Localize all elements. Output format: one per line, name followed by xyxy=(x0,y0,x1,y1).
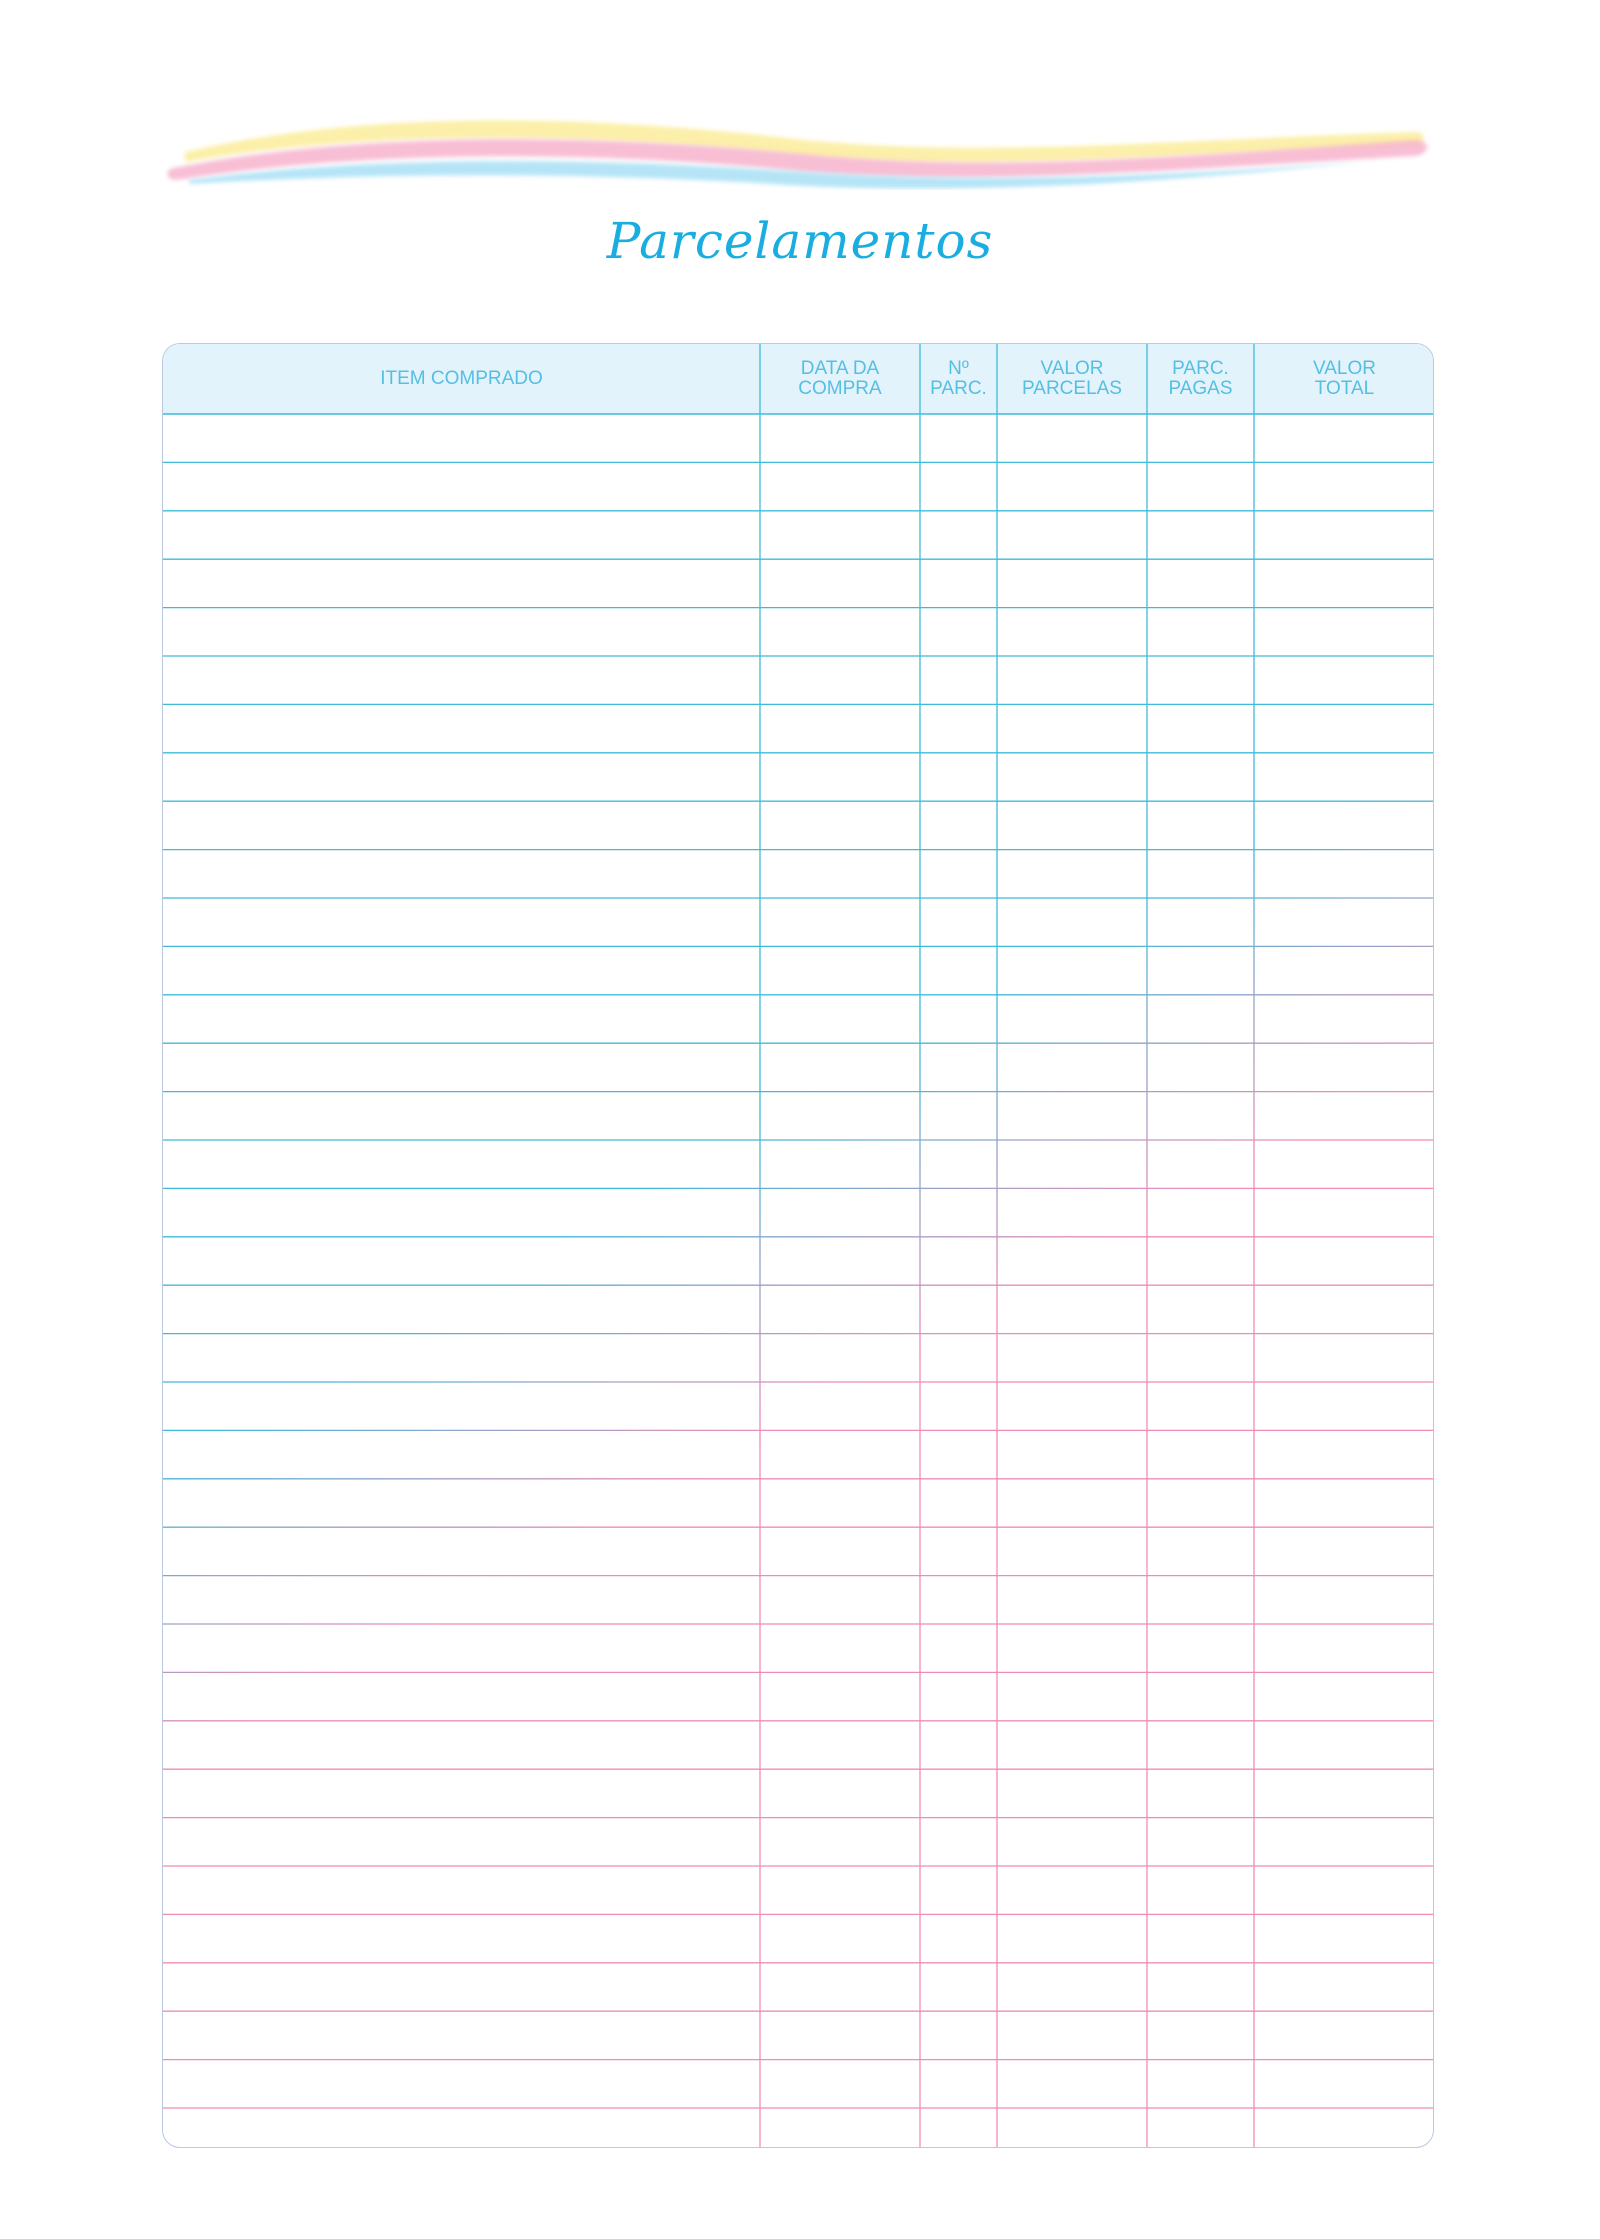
header-item-comprado: ITEM COMPRADO xyxy=(380,368,543,389)
header-data-da-compra: DATA DA COMPRA xyxy=(798,358,882,399)
header-numero-parcelas: Nº PARC. xyxy=(930,358,987,399)
decorative-wave-banner xyxy=(165,110,1435,190)
row-lines xyxy=(163,414,1434,2108)
header-parcelas-pagas: PARC. PAGAS xyxy=(1168,358,1233,399)
installments-table xyxy=(162,343,1434,2148)
header-valor-parcelas: VALOR PARCELAS xyxy=(1022,358,1122,399)
header-valor-total: VALOR TOTAL xyxy=(1312,358,1376,399)
page-title: Parcelamentos xyxy=(606,212,994,270)
column-lines xyxy=(760,344,1254,2148)
table-grid xyxy=(163,344,1434,2148)
